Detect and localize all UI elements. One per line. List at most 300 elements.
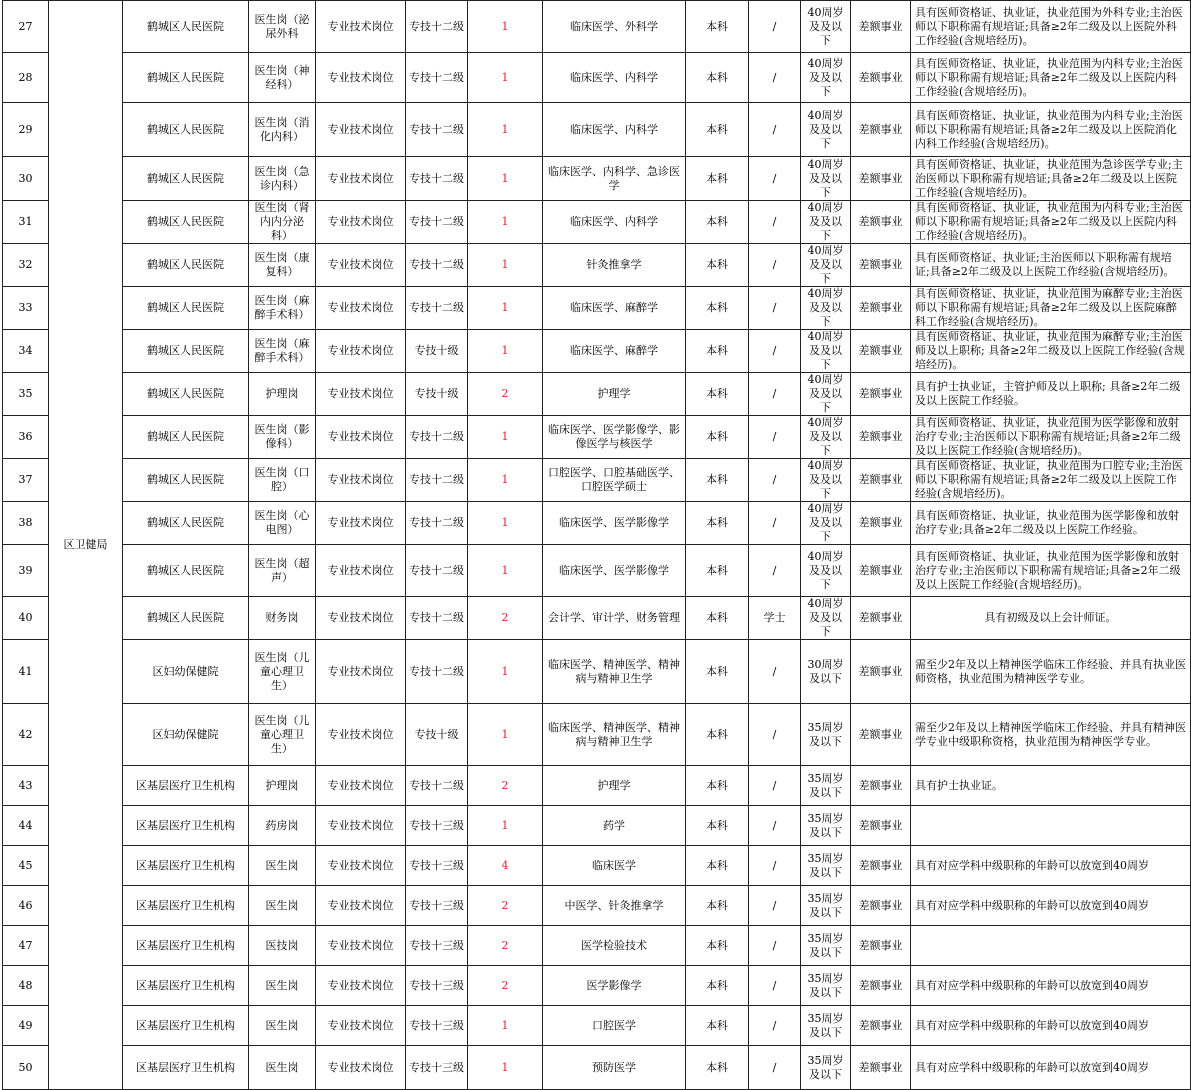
cell-category: 专业技术岗位 bbox=[316, 157, 406, 201]
cell-number: 30 bbox=[3, 157, 49, 201]
cell-requirement: 具有医师资格证、执业证，执业范围为外科专业;主治医师以下职称需有规培证;具备≥2年二级及以上医院外科工作经验(含规培经历)。 bbox=[911, 1, 1191, 53]
cell-unit: 区基层医疗卫生机构 bbox=[123, 926, 249, 966]
cell-age: 35周岁及以下 bbox=[801, 704, 851, 766]
cell-category: 专业技术岗位 bbox=[316, 926, 406, 966]
cell-education: 本科 bbox=[686, 502, 749, 545]
cell-post: 医生岗（康复科） bbox=[249, 244, 316, 287]
cell-level: 专技十三级 bbox=[406, 806, 468, 846]
cell-count: 1 bbox=[468, 1, 543, 53]
cell-category: 专业技术岗位 bbox=[316, 1046, 406, 1090]
cell-degree: / bbox=[749, 287, 801, 330]
cell-age: 40周岁及及以下 bbox=[801, 330, 851, 373]
cell-education: 本科 bbox=[686, 157, 749, 201]
cell-funding: 差额事业 bbox=[851, 157, 911, 201]
cell-education: 本科 bbox=[686, 806, 749, 846]
cell-number: 40 bbox=[3, 597, 49, 640]
table-row bbox=[3, 966, 1191, 1006]
cell-age: 35周岁及以下 bbox=[801, 806, 851, 846]
cell-age: 40周岁及及以下 bbox=[801, 597, 851, 640]
cell-post: 医生岗（消化内科） bbox=[249, 103, 316, 157]
cell-degree: / bbox=[749, 244, 801, 287]
cell-requirement: 具有医师资格证、执业证，执业范围为内科专业;主治医师以下职称需有规培证;具备≥2年二级及以上医院内科工作经验(含规培经历)。 bbox=[911, 53, 1191, 103]
cell-degree: / bbox=[749, 806, 801, 846]
cell-requirement: 具有对应学科中级职称的年龄可以放宽到40周岁 bbox=[911, 846, 1191, 886]
cell-education: 本科 bbox=[686, 1, 749, 53]
cell-funding: 差额事业 bbox=[851, 330, 911, 373]
cell-major: 临床医学、麻醉学 bbox=[543, 287, 686, 330]
cell-major: 护理学 bbox=[543, 766, 686, 806]
cell-unit: 鹤城区人民医院 bbox=[123, 416, 249, 459]
cell-age: 40周岁及及以下 bbox=[801, 287, 851, 330]
cell-funding: 差额事业 bbox=[851, 502, 911, 545]
cell-degree: / bbox=[749, 53, 801, 103]
cell-major: 预防医学 bbox=[543, 1046, 686, 1090]
cell-degree: / bbox=[749, 926, 801, 966]
cell-post: 医生岗（麻醉手术科） bbox=[249, 287, 316, 330]
cell-funding: 差额事业 bbox=[851, 766, 911, 806]
cell-category: 专业技术岗位 bbox=[316, 330, 406, 373]
cell-level: 专技十三级 bbox=[406, 926, 468, 966]
cell-post: 医生岗（儿童心理卫生） bbox=[249, 640, 316, 704]
cell-post: 医生岗（急诊内科） bbox=[249, 157, 316, 201]
cell-major: 临床医学、内科学、急诊医学 bbox=[543, 157, 686, 201]
cell-education: 本科 bbox=[686, 103, 749, 157]
cell-level: 专技十二级 bbox=[406, 416, 468, 459]
cell-degree: / bbox=[749, 545, 801, 597]
cell-education: 本科 bbox=[686, 704, 749, 766]
cell-major: 会计学、审计学、财务管理 bbox=[543, 597, 686, 640]
cell-funding: 差额事业 bbox=[851, 373, 911, 416]
cell-count: 1 bbox=[468, 244, 543, 287]
cell-post: 医生岗（泌尿外科 bbox=[249, 1, 316, 53]
table-row bbox=[3, 597, 1191, 640]
cell-major: 医学影像学 bbox=[543, 966, 686, 1006]
cell-major: 临床医学、精神医学、精神病与精神卫生学 bbox=[543, 640, 686, 704]
cell-funding: 差额事业 bbox=[851, 416, 911, 459]
cell-requirement: 具有初级及以上会计师证。 bbox=[911, 597, 1191, 640]
cell-level: 专技十级 bbox=[406, 373, 468, 416]
cell-category: 专业技术岗位 bbox=[316, 416, 406, 459]
cell-unit: 区基层医疗卫生机构 bbox=[123, 1046, 249, 1090]
cell-requirement: 具有对应学科中级职称的年龄可以放宽到40周岁 bbox=[911, 1006, 1191, 1046]
cell-requirement: 具有医师资格证、执业证，执业范围为急诊医学专业;主治医师以下职称需有规培证;具备≥2年二级及以上医院工作经验(含规培经历)。 bbox=[911, 157, 1191, 201]
cell-category: 专业技术岗位 bbox=[316, 244, 406, 287]
cell-number: 44 bbox=[3, 806, 49, 846]
cell-number: 41 bbox=[3, 640, 49, 704]
cell-level: 专技十级 bbox=[406, 704, 468, 766]
cell-unit: 区基层医疗卫生机构 bbox=[123, 846, 249, 886]
cell-level: 专技十二级 bbox=[406, 157, 468, 201]
cell-major: 针灸推拿学 bbox=[543, 244, 686, 287]
table-body bbox=[3, 1, 1191, 1090]
cell-education: 本科 bbox=[686, 244, 749, 287]
table-row bbox=[3, 416, 1191, 459]
table-row bbox=[3, 545, 1191, 597]
cell-category: 专业技术岗位 bbox=[316, 545, 406, 597]
cell-count: 1 bbox=[468, 1046, 543, 1090]
cell-number: 42 bbox=[3, 704, 49, 766]
cell-age: 40周岁及及以下 bbox=[801, 244, 851, 287]
cell-unit: 鹤城区人民医院 bbox=[123, 287, 249, 330]
cell-age: 40周岁及及以下 bbox=[801, 459, 851, 502]
cell-category: 专业技术岗位 bbox=[316, 886, 406, 926]
table-row bbox=[3, 201, 1191, 244]
cell-major: 临床医学、医学影像学 bbox=[543, 545, 686, 597]
cell-count: 1 bbox=[468, 287, 543, 330]
cell-category: 专业技术岗位 bbox=[316, 640, 406, 704]
cell-number: 36 bbox=[3, 416, 49, 459]
cell-count: 2 bbox=[468, 966, 543, 1006]
cell-unit: 区妇幼保健院 bbox=[123, 640, 249, 704]
cell-category: 专业技术岗位 bbox=[316, 103, 406, 157]
table-row bbox=[3, 287, 1191, 330]
cell-count: 2 bbox=[468, 926, 543, 966]
cell-funding: 差额事业 bbox=[851, 244, 911, 287]
cell-unit: 区基层医疗卫生机构 bbox=[123, 886, 249, 926]
cell-age: 35周岁及以下 bbox=[801, 1046, 851, 1090]
cell-age: 40周岁及及以下 bbox=[801, 201, 851, 244]
cell-unit: 鹤城区人民医院 bbox=[123, 502, 249, 545]
cell-category: 专业技术岗位 bbox=[316, 806, 406, 846]
cell-count: 1 bbox=[468, 459, 543, 502]
cell-education: 本科 bbox=[686, 53, 749, 103]
cell-degree: / bbox=[749, 766, 801, 806]
cell-post: 药房岗 bbox=[249, 806, 316, 846]
cell-post: 医生岗 bbox=[249, 846, 316, 886]
cell-number: 27 bbox=[3, 1, 49, 53]
cell-education: 本科 bbox=[686, 459, 749, 502]
cell-requirement: 具有医师资格证、执业证，执业范围为内科专业;主治医师以下职称需有规培证;具备≥2年二级及以上医院消化内科工作经验(含规培经历)。 bbox=[911, 103, 1191, 157]
cell-funding: 差额事业 bbox=[851, 704, 911, 766]
cell-requirement: 具有护士执业证。 bbox=[911, 766, 1191, 806]
cell-category: 专业技术岗位 bbox=[316, 53, 406, 103]
cell-age: 40周岁及及以下 bbox=[801, 1, 851, 53]
cell-age: 35周岁及以下 bbox=[801, 766, 851, 806]
cell-age: 35周岁及以下 bbox=[801, 966, 851, 1006]
cell-level: 专技十二级 bbox=[406, 459, 468, 502]
cell-post: 医生岗（心电图） bbox=[249, 502, 316, 545]
cell-post: 医生岗（儿童心理卫生） bbox=[249, 704, 316, 766]
cell-unit: 区基层医疗卫生机构 bbox=[123, 1006, 249, 1046]
cell-count: 1 bbox=[468, 330, 543, 373]
cell-count: 1 bbox=[468, 502, 543, 545]
cell-major: 临床医学、内科学 bbox=[543, 53, 686, 103]
cell-unit: 鹤城区人民医院 bbox=[123, 330, 249, 373]
cell-education: 本科 bbox=[686, 287, 749, 330]
cell-degree: / bbox=[749, 846, 801, 886]
cell-requirement: 具有医师资格证、执业证，执业范围为医学影像和放射治疗专业;主治医师以下职称需有规培证;具备≥2年二级及以上医院工作经验(含规培经历)。 bbox=[911, 416, 1191, 459]
cell-post: 医生岗（肾内内分泌科） bbox=[249, 201, 316, 244]
cell-degree: / bbox=[749, 416, 801, 459]
cell-count: 1 bbox=[468, 704, 543, 766]
cell-funding: 差额事业 bbox=[851, 459, 911, 502]
cell-category: 专业技术岗位 bbox=[316, 597, 406, 640]
cell-major: 医学检验技术 bbox=[543, 926, 686, 966]
cell-unit: 鹤城区人民医院 bbox=[123, 373, 249, 416]
cell-major: 临床医学、医学影像学 bbox=[543, 502, 686, 545]
cell-post: 医生岗（超声） bbox=[249, 545, 316, 597]
table-row bbox=[3, 53, 1191, 103]
cell-degree: / bbox=[749, 157, 801, 201]
cell-education: 本科 bbox=[686, 597, 749, 640]
cell-age: 40周岁及及以下 bbox=[801, 103, 851, 157]
cell-number: 50 bbox=[3, 1046, 49, 1090]
table-row bbox=[3, 766, 1191, 806]
cell-level: 专技十二级 bbox=[406, 103, 468, 157]
cell-number: 33 bbox=[3, 287, 49, 330]
cell-degree: / bbox=[749, 704, 801, 766]
cell-education: 本科 bbox=[686, 926, 749, 966]
cell-category: 专业技术岗位 bbox=[316, 966, 406, 1006]
cell-unit: 鹤城区人民医院 bbox=[123, 157, 249, 201]
cell-requirement: 具有护士执业证，主管护师及以上职称; 具备≥2年二级及以上医院工作经验。 bbox=[911, 373, 1191, 416]
cell-unit: 鹤城区人民医院 bbox=[123, 53, 249, 103]
cell-category: 专业技术岗位 bbox=[316, 846, 406, 886]
cell-degree: / bbox=[749, 1006, 801, 1046]
cell-major: 护理学 bbox=[543, 373, 686, 416]
cell-education: 本科 bbox=[686, 1046, 749, 1090]
cell-level: 专技十三级 bbox=[406, 886, 468, 926]
cell-level: 专技十三级 bbox=[406, 846, 468, 886]
table-row bbox=[3, 704, 1191, 766]
table-row bbox=[3, 157, 1191, 201]
cell-major: 药学 bbox=[543, 806, 686, 846]
cell-count: 1 bbox=[468, 416, 543, 459]
cell-funding: 差额事业 bbox=[851, 846, 911, 886]
cell-count: 2 bbox=[468, 597, 543, 640]
cell-major: 临床医学 bbox=[543, 846, 686, 886]
cell-funding: 差额事业 bbox=[851, 287, 911, 330]
cell-education: 本科 bbox=[686, 766, 749, 806]
cell-education: 本科 bbox=[686, 373, 749, 416]
cell-age: 40周岁及及以下 bbox=[801, 157, 851, 201]
cell-unit: 鹤城区人民医院 bbox=[123, 545, 249, 597]
cell-requirement: 具有医师资格证、执业证，执业范围为口腔专业;主治医师以下职称需有规培证;具备≥2年二级及以上医院工作经验(含规培经历)。 bbox=[911, 459, 1191, 502]
cell-number: 47 bbox=[3, 926, 49, 966]
cell-requirement: 具有对应学科中级职称的年龄可以放宽到40周岁 bbox=[911, 1046, 1191, 1090]
cell-funding: 差额事业 bbox=[851, 886, 911, 926]
cell-post: 医生岗（影像科） bbox=[249, 416, 316, 459]
table-row bbox=[3, 926, 1191, 966]
cell-unit: 区基层医疗卫生机构 bbox=[123, 806, 249, 846]
table-row bbox=[3, 1006, 1191, 1046]
cell-funding: 差额事业 bbox=[851, 1006, 911, 1046]
table-row bbox=[3, 330, 1191, 373]
cell-degree: / bbox=[749, 640, 801, 704]
cell-count: 1 bbox=[468, 640, 543, 704]
cell-count: 1 bbox=[468, 53, 543, 103]
cell-level: 专技十三级 bbox=[406, 1006, 468, 1046]
cell-unit: 区妇幼保健院 bbox=[123, 704, 249, 766]
cell-degree: / bbox=[749, 201, 801, 244]
cell-unit: 区基层医疗卫生机构 bbox=[123, 766, 249, 806]
cell-post: 护理岗 bbox=[249, 766, 316, 806]
cell-education: 本科 bbox=[686, 846, 749, 886]
cell-number: 46 bbox=[3, 886, 49, 926]
cell-number: 38 bbox=[3, 502, 49, 545]
cell-funding: 差额事业 bbox=[851, 966, 911, 1006]
cell-degree: / bbox=[749, 373, 801, 416]
cell-category: 专业技术岗位 bbox=[316, 704, 406, 766]
cell-category: 专业技术岗位 bbox=[316, 1006, 406, 1046]
cell-degree: / bbox=[749, 1046, 801, 1090]
table-row bbox=[3, 103, 1191, 157]
cell-category: 专业技术岗位 bbox=[316, 766, 406, 806]
cell-requirement: 需至少2年及以上精神医学临床工作经验、并具有精神医学专业中级职称资格，执业范围为精神医学专业。 bbox=[911, 704, 1191, 766]
cell-count: 1 bbox=[468, 103, 543, 157]
cell-count: 1 bbox=[468, 1006, 543, 1046]
table-row bbox=[3, 459, 1191, 502]
cell-number: 48 bbox=[3, 966, 49, 1006]
cell-count: 1 bbox=[468, 545, 543, 597]
table-row bbox=[3, 244, 1191, 287]
table-row bbox=[3, 502, 1191, 545]
cell-count: 1 bbox=[468, 201, 543, 244]
cell-level: 专技十二级 bbox=[406, 53, 468, 103]
cell-requirement: 具有医师资格证、执业证，执业范围为麻醉专业;主治医师及以上职称; 具备≥2年二级及以上医院工作经验(含规培经历)。 bbox=[911, 330, 1191, 373]
cell-age: 40周岁及及以下 bbox=[801, 416, 851, 459]
cell-level: 专技十二级 bbox=[406, 545, 468, 597]
cell-unit: 鹤城区人民医院 bbox=[123, 459, 249, 502]
table-row bbox=[3, 1, 1191, 53]
cell-requirement: 具有医师资格证、执业证，执业范围为医学影像和放射治疗专业;具备≥2年二级及以上医院工作经验。 bbox=[911, 502, 1191, 545]
cell-requirement: 具有医师资格证、执业证，执业范围为医学影像和放射治疗专业;主治医师以下职称需有规培证;具备≥2年二级及以上医院工作经验(含规培经历)。 bbox=[911, 545, 1191, 597]
cell-level: 专技十二级 bbox=[406, 640, 468, 704]
cell-funding: 差额事业 bbox=[851, 1046, 911, 1090]
cell-education: 本科 bbox=[686, 201, 749, 244]
cell-category: 专业技术岗位 bbox=[316, 502, 406, 545]
cell-age: 40周岁及及以下 bbox=[801, 53, 851, 103]
cell-degree: / bbox=[749, 886, 801, 926]
cell-unit: 鹤城区人民医院 bbox=[123, 201, 249, 244]
cell-funding: 差额事业 bbox=[851, 201, 911, 244]
cell-requirement: 具有医师资格证、执业证，执业范围为麻醉专业;主治医师以下职称需有规培证;具备≥2年二级及以上医院麻醉科工作经验(含规培经历)。 bbox=[911, 287, 1191, 330]
cell-count: 2 bbox=[468, 766, 543, 806]
cell-unit: 鹤城区人民医院 bbox=[123, 244, 249, 287]
cell-age: 35周岁及以下 bbox=[801, 846, 851, 886]
cell-post: 财务岗 bbox=[249, 597, 316, 640]
cell-count: 1 bbox=[468, 806, 543, 846]
cell-funding: 差额事业 bbox=[851, 545, 911, 597]
cell-education: 本科 bbox=[686, 545, 749, 597]
cell-level: 专技十二级 bbox=[406, 502, 468, 545]
cell-age: 35周岁及以下 bbox=[801, 926, 851, 966]
cell-post: 医生岗 bbox=[249, 1046, 316, 1090]
cell-degree: / bbox=[749, 502, 801, 545]
cell-category: 专业技术岗位 bbox=[316, 201, 406, 244]
cell-level: 专技十二级 bbox=[406, 1, 468, 53]
cell-requirement: 具有医师资格证、执业证;主治医师以下职称需有规培证;具备≥2年二级及以上医院工作经验(含规培经历)。 bbox=[911, 244, 1191, 287]
table-row bbox=[3, 886, 1191, 926]
cell-age: 40周岁及及以下 bbox=[801, 502, 851, 545]
cell-major: 临床医学、外科学 bbox=[543, 1, 686, 53]
cell-major: 临床医学、麻醉学 bbox=[543, 330, 686, 373]
cell-age: 35周岁及以下 bbox=[801, 886, 851, 926]
cell-post: 医生岗 bbox=[249, 966, 316, 1006]
cell-major: 临床医学、内科学 bbox=[543, 103, 686, 157]
cell-number: 49 bbox=[3, 1006, 49, 1046]
cell-funding: 差额事业 bbox=[851, 597, 911, 640]
cell-funding: 差额事业 bbox=[851, 926, 911, 966]
cell-number: 35 bbox=[3, 373, 49, 416]
cell-funding: 差额事业 bbox=[851, 1, 911, 53]
cell-major: 临床医学、医学影像学、影像医学与核医学 bbox=[543, 416, 686, 459]
cell-major: 临床医学、精神医学、精神病与精神卫生学 bbox=[543, 704, 686, 766]
table-row bbox=[3, 640, 1191, 704]
cell-level: 专技十二级 bbox=[406, 287, 468, 330]
cell-age: 35周岁及以下 bbox=[801, 1006, 851, 1046]
cell-category: 专业技术岗位 bbox=[316, 459, 406, 502]
cell-requirement: 具有对应学科中级职称的年龄可以放宽到40周岁 bbox=[911, 966, 1191, 1006]
cell-funding: 差额事业 bbox=[851, 806, 911, 846]
cell-major: 中医学、针灸推拿学 bbox=[543, 886, 686, 926]
cell-degree: / bbox=[749, 459, 801, 502]
cell-requirement: 具有对应学科中级职称的年龄可以放宽到40周岁 bbox=[911, 886, 1191, 926]
cell-post: 医生岗（麻醉手术科） bbox=[249, 330, 316, 373]
cell-level: 专技十二级 bbox=[406, 201, 468, 244]
cell-post: 护理岗 bbox=[249, 373, 316, 416]
cell-requirement bbox=[911, 926, 1191, 966]
cell-funding: 差额事业 bbox=[851, 640, 911, 704]
cell-post: 医生岗 bbox=[249, 886, 316, 926]
cell-level: 专技十二级 bbox=[406, 244, 468, 287]
cell-category: 专业技术岗位 bbox=[316, 373, 406, 416]
cell-unit: 鹤城区人民医院 bbox=[123, 597, 249, 640]
cell-post: 医生岗（神经科） bbox=[249, 53, 316, 103]
cell-requirement bbox=[911, 806, 1191, 846]
table-row bbox=[3, 846, 1191, 886]
cell-number: 39 bbox=[3, 545, 49, 597]
cell-requirement: 需至少2年及以上精神医学临床工作经验、并具有执业医师资格，执业范围为精神医学专业。 bbox=[911, 640, 1191, 704]
cell-post: 医生岗 bbox=[249, 1006, 316, 1046]
cell-age: 30周岁及以下 bbox=[801, 640, 851, 704]
cell-major: 口腔医学 bbox=[543, 1006, 686, 1046]
cell-funding: 差额事业 bbox=[851, 53, 911, 103]
cell-number: 31 bbox=[3, 201, 49, 244]
cell-number: 32 bbox=[3, 244, 49, 287]
cell-education: 本科 bbox=[686, 330, 749, 373]
cell-unit: 区基层医疗卫生机构 bbox=[123, 966, 249, 1006]
cell-category: 专业技术岗位 bbox=[316, 1, 406, 53]
cell-number: 45 bbox=[3, 846, 49, 886]
cell-unit: 鹤城区人民医院 bbox=[123, 103, 249, 157]
cell-degree: / bbox=[749, 1, 801, 53]
cell-number: 37 bbox=[3, 459, 49, 502]
cell-level: 专技十三级 bbox=[406, 1046, 468, 1090]
cell-count: 2 bbox=[468, 886, 543, 926]
cell-education: 本科 bbox=[686, 416, 749, 459]
cell-degree: 学士 bbox=[749, 597, 801, 640]
cell-major: 口腔医学、口腔基础医学、口腔医学硕士 bbox=[543, 459, 686, 502]
cell-education: 本科 bbox=[686, 886, 749, 926]
department-cell: 区卫健局 bbox=[49, 1, 123, 1090]
cell-level: 专技十三级 bbox=[406, 966, 468, 1006]
cell-education: 本科 bbox=[686, 966, 749, 1006]
cell-funding: 差额事业 bbox=[851, 103, 911, 157]
cell-level: 专技十二级 bbox=[406, 597, 468, 640]
table-row bbox=[3, 373, 1191, 416]
cell-category: 专业技术岗位 bbox=[316, 287, 406, 330]
cell-requirement: 具有医师资格证、执业证，执业范围为内科专业;主治医师以下职称需有规培证;具备≥2年二级及以上医院内科工作经验(含规培经历)。 bbox=[911, 201, 1191, 244]
recruitment-table bbox=[2, 0, 1191, 1090]
cell-degree: / bbox=[749, 966, 801, 1006]
cell-level: 专技十二级 bbox=[406, 766, 468, 806]
cell-education: 本科 bbox=[686, 640, 749, 704]
cell-count: 4 bbox=[468, 846, 543, 886]
cell-education: 本科 bbox=[686, 1006, 749, 1046]
cell-number: 43 bbox=[3, 766, 49, 806]
cell-number: 28 bbox=[3, 53, 49, 103]
